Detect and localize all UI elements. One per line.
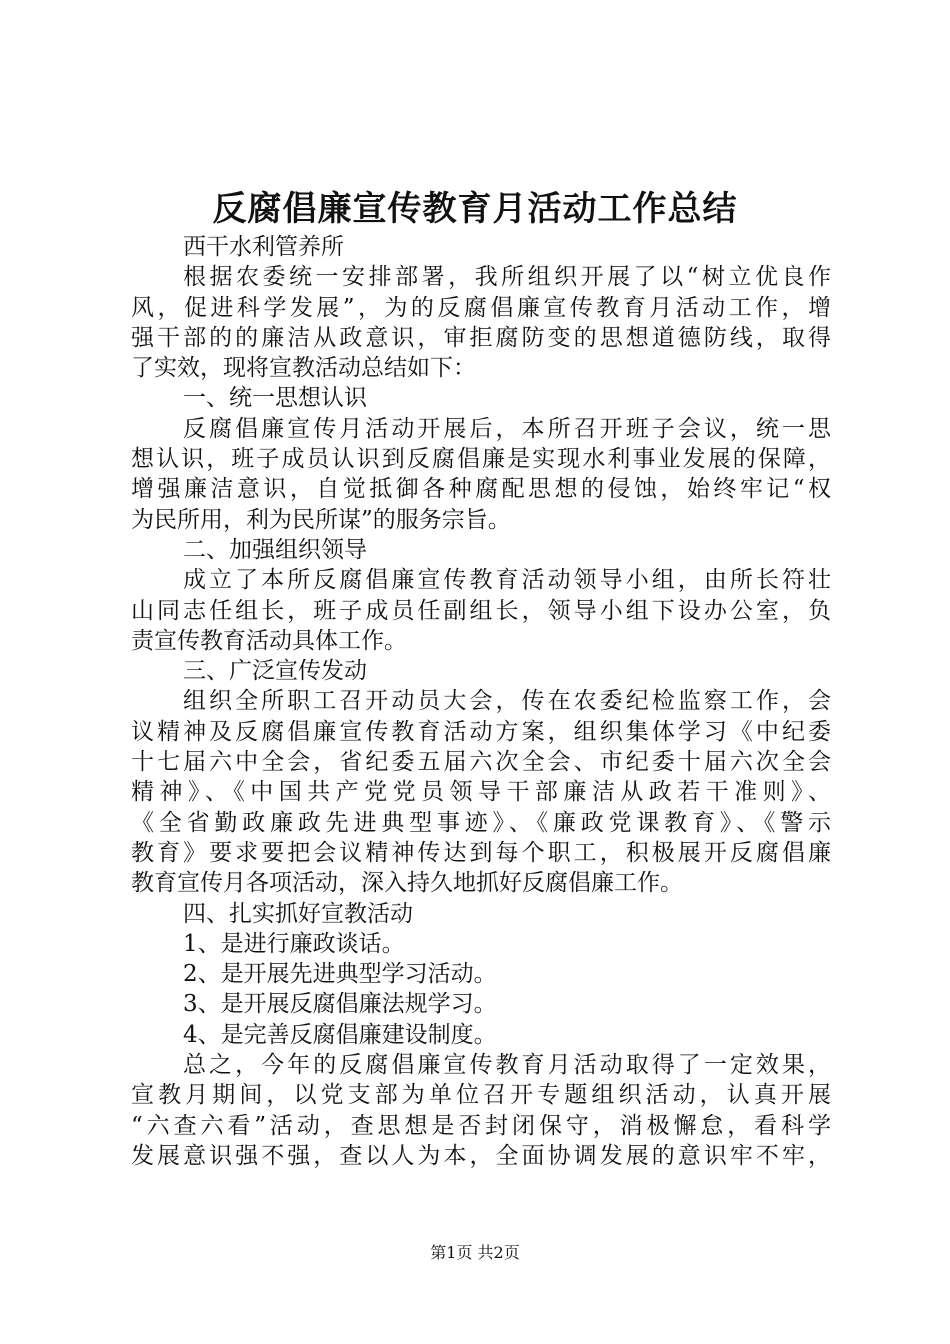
body-line: “六查六看”活动，查思想是否封闭保守，消极懈怠，看科学 xyxy=(131,1112,831,1139)
page-footer: 第1页 共2页 xyxy=(430,1243,520,1262)
body-line: 2、是开展先进典型学习活动。 xyxy=(183,961,497,988)
body-line: 三、广泛宣传发动 xyxy=(183,658,367,685)
body-line: 组织全所职工召开动员大会，传在农委纪检监察工作，会 xyxy=(183,688,831,715)
document-body xyxy=(131,232,831,1171)
body-line: 增强廉洁意识，自觉抵御各种腐配思想的侵蚀，始终牢记“权 xyxy=(131,476,831,503)
document-title: 反腐倡廉宣传教育月活动工作总结 xyxy=(212,189,738,229)
body-line: 根据农委统一安排部署，我所组织开展了以“树立优良作 xyxy=(183,264,831,291)
body-line: 想认识，班子成员认识到反腐倡廉是实现水利事业发展的保障， xyxy=(131,446,831,473)
body-line: 成立了本所反腐倡廉宣传教育活动领导小组，由所长符壮 xyxy=(183,567,831,594)
body-line: 1、是进行廉政谈话。 xyxy=(183,930,405,957)
body-line: 风，促进科学发展”，为的反腐倡廉宣传教育月活动工作，增 xyxy=(131,294,831,321)
body-line: 强干部的的廉洁从政意识，审拒腐防变的思想道德防线，取得 xyxy=(131,324,831,351)
body-line: 教育》要求要把会议精神传达到每个职工，积极展开反腐倡廉 xyxy=(131,839,831,866)
body-line: 《全省勤政廉政先进典型事迹》、《廉政党课教育》、《警示 xyxy=(131,809,831,836)
body-line: 3、是开展反腐倡廉法规学习。 xyxy=(183,991,497,1018)
body-line: 二、加强组织领导 xyxy=(183,536,367,563)
body-line: 四、扎实抓好宣教活动 xyxy=(183,900,413,927)
body-line: 反腐倡廉宣传月活动开展后，本所召开班子会议，统一思 xyxy=(183,415,831,442)
body-line: 总之，今年的反腐倡廉宣传教育月活动取得了一定效果， xyxy=(183,1052,831,1079)
body-line: 了实效，现将宣教活动总结如下： xyxy=(131,355,476,382)
body-line: 精神》、《中国共产党党员领导干部廉洁从政若干准则》、 xyxy=(131,779,831,806)
body-line: 为民所用，利为民所谋”的服务宗旨。 xyxy=(131,506,511,533)
body-line: 一、统一思想认识 xyxy=(183,385,367,412)
body-line: 责宣传教育活动具体工作。 xyxy=(131,627,407,654)
body-line: 4、是完善反腐倡廉建设制度。 xyxy=(183,1021,497,1048)
body-line: 教育宣传月各项活动，深入持久地抓好反腐倡廉工作。 xyxy=(131,870,683,897)
body-line: 宣教月期间，以党支部为单位召开专题组织活动，认真开展 xyxy=(131,1082,831,1109)
body-line: 十七届六中全会，省纪委五届六次全会、市纪委十届六次全会 xyxy=(131,749,831,776)
body-line: 山同志任组长，班子成员任副组长，领导小组下设办公室，负 xyxy=(131,597,831,624)
body-line: 议精神及反腐倡廉宣传教育活动方案，组织集体学习《中纪委 xyxy=(131,718,831,745)
body-line: 西干水利管养所 xyxy=(183,234,344,260)
body-line: 发展意识强不强，查以人为本，全面协调发展的意识牢不牢， xyxy=(131,1142,831,1169)
